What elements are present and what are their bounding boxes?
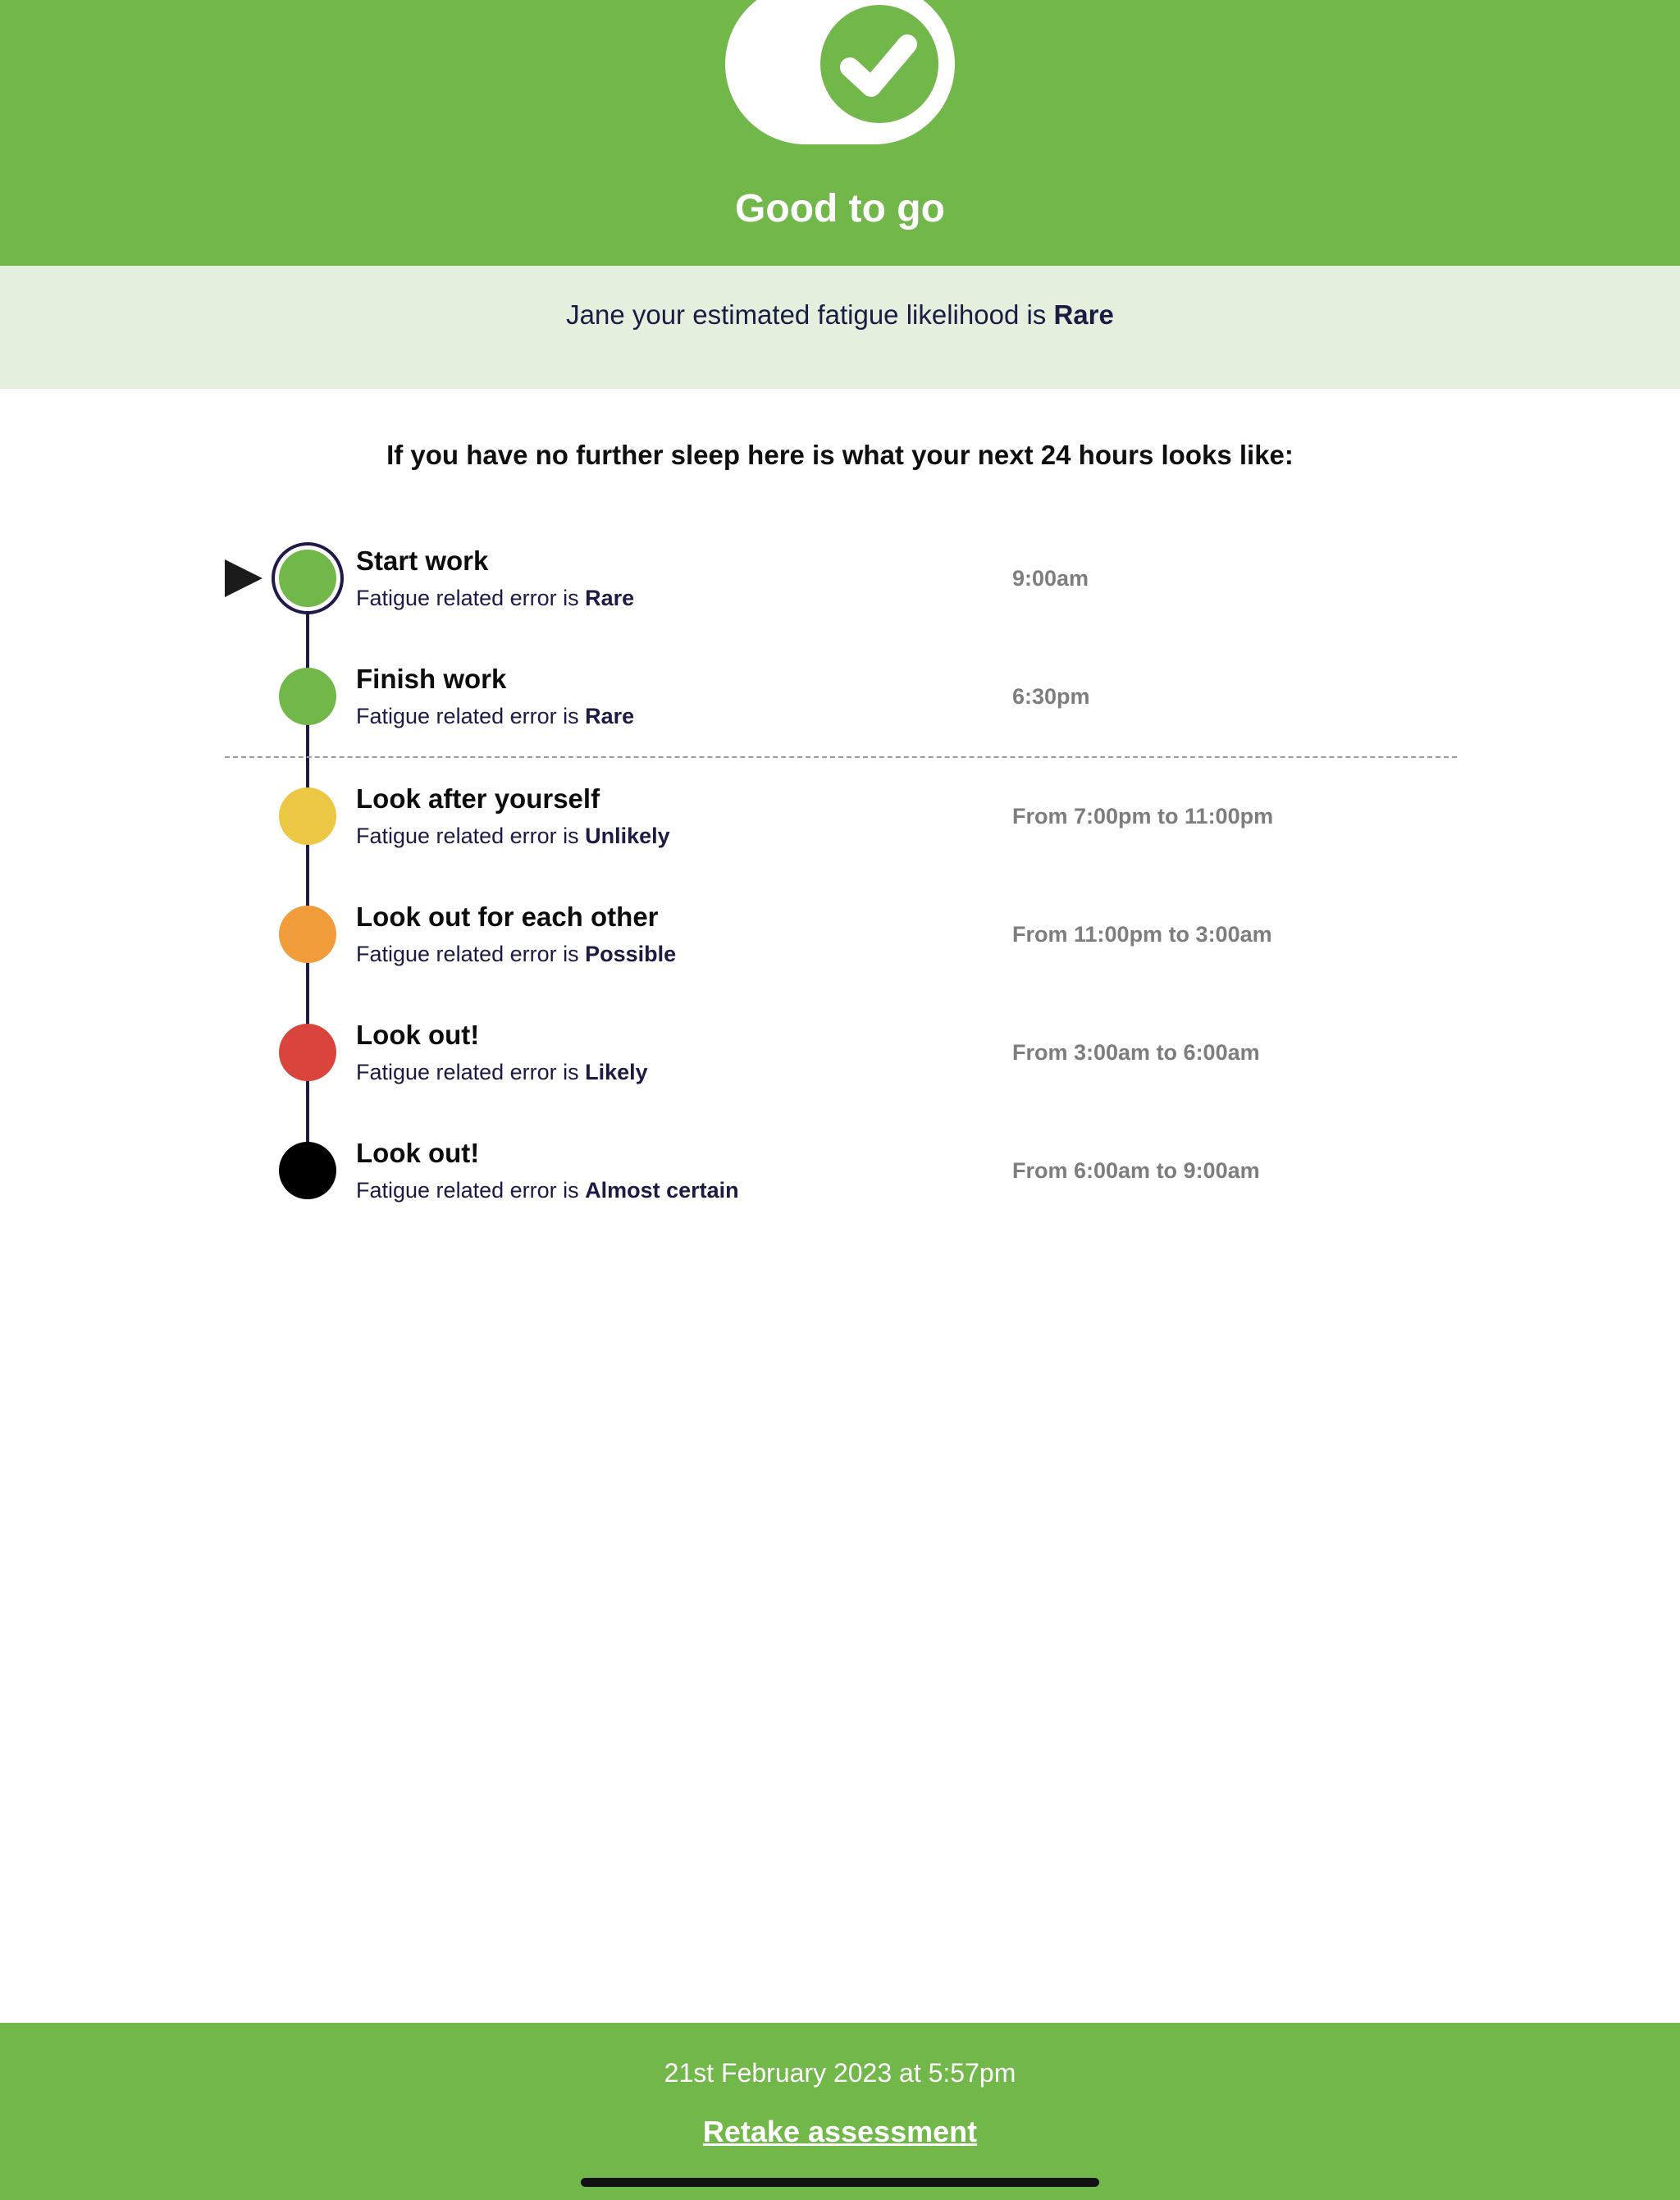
risk-dot: [279, 787, 336, 845]
risk-level: Almost certain: [585, 1178, 739, 1203]
shift-divider: [225, 756, 1457, 758]
timeline-item-time: From 7:00pm to 11:00pm: [1012, 804, 1274, 828]
risk-prefix: Fatigue related error is: [356, 942, 586, 966]
likelihood-level: Rare: [1053, 299, 1114, 330]
likelihood-text: [0, 294, 1680, 336]
timeline-item-risk: [356, 1057, 648, 1088]
timeline-item-time: From 3:00am to 6:00am: [1012, 1040, 1260, 1065]
timeline-item-title: Start work: [356, 545, 489, 576]
timeline-item-time: 9:00am: [1012, 566, 1089, 591]
risk-dot: [279, 668, 336, 725]
check-toggle-icon: [725, 0, 955, 144]
risk-dot: [279, 1142, 336, 1199]
risk-prefix: Fatigue related error is: [356, 824, 586, 848]
timeline-item-title: Look out for each other: [356, 901, 659, 932]
timeline-item-risk: [356, 938, 676, 970]
risk-prefix: Fatigue related error is: [356, 1178, 586, 1203]
risk-dot: [279, 550, 336, 607]
risk-level: Unlikely: [585, 824, 670, 848]
timeline-item-title: Look out!: [356, 1020, 480, 1050]
risk-level: Likely: [585, 1060, 648, 1084]
risk-prefix: Fatigue related error is: [356, 704, 586, 728]
risk-dot: [279, 906, 336, 963]
assessment-timestamp: 21st February 2023 at 5:57pm: [664, 2058, 1016, 2088]
home-indicator[interactable]: [581, 2178, 1099, 2187]
likelihood-prefix: Jane your estimated fatigue likelihood is: [566, 299, 1054, 330]
forecast-heading: If you have no further sleep here is what your next 24 hours looks like:: [386, 440, 1294, 470]
status-title: Good to go: [735, 187, 945, 230]
timeline-item-time: From 11:00pm to 3:00am: [1012, 922, 1272, 947]
retake-assessment-link[interactable]: Retake assessment: [702, 2115, 978, 2148]
timeline-item-risk: [356, 820, 670, 851]
risk-level: Rare: [585, 704, 635, 728]
timeline-item-title: Look out!: [356, 1138, 480, 1168]
risk-prefix: Fatigue related error is: [356, 586, 586, 610]
risk-level: Rare: [585, 586, 635, 610]
timeline-item-time: 6:30pm: [1012, 684, 1090, 709]
timeline-item-time: From 6:00am to 9:00am: [1012, 1158, 1260, 1183]
timeline-item-title: Finish work: [356, 664, 507, 694]
risk-dot: [279, 1024, 336, 1081]
timeline-item-risk: [356, 701, 634, 732]
timeline-item-risk: [356, 1175, 739, 1206]
timeline-item-risk: [356, 582, 634, 614]
current-position-icon: [223, 558, 264, 599]
risk-prefix: Fatigue related error is: [356, 1060, 586, 1084]
risk-level: Possible: [585, 942, 677, 966]
timeline-item-title: Look after yourself: [356, 783, 600, 814]
